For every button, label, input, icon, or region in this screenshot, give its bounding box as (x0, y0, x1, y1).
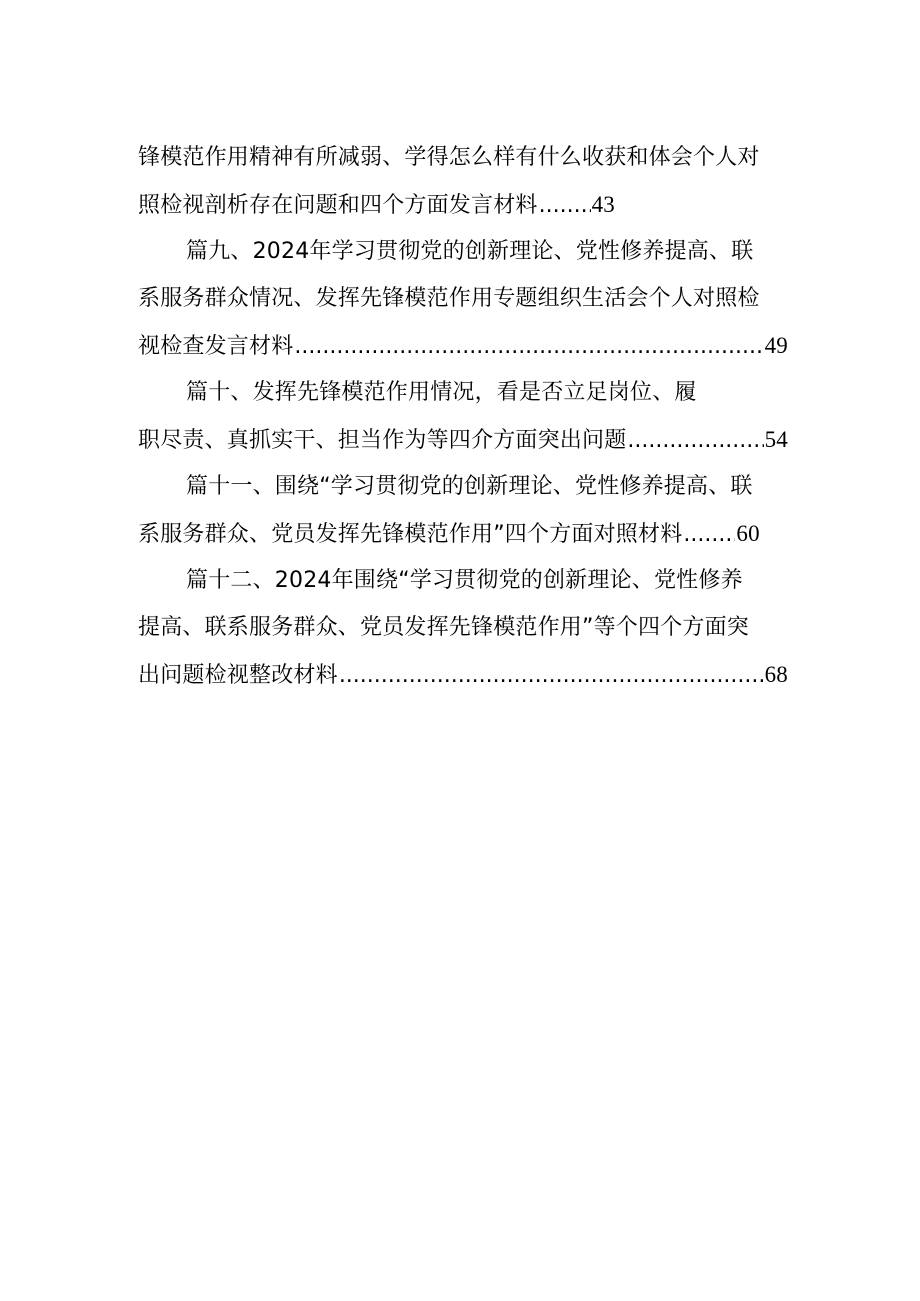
toc-entry-3-last-line[interactable] (138, 416, 788, 463)
toc-entry-5-title[interactable]: 篇十二、2024年围绕“学习贯彻党的创新理论、党性修养 (186, 568, 743, 593)
toc-entry-1-line-1: 锋模范作用精神有所减弱、学得怎么样有什么收获和体会个人对 (138, 145, 760, 170)
toc-entry-4-page-number: 60 (736, 521, 760, 546)
toc-entry-5-last-line[interactable] (138, 651, 788, 698)
toc-entry-1-leader (539, 182, 591, 229)
toc-entry-1-page-number: 43 (591, 192, 616, 217)
toc-entry-5-leader (339, 652, 764, 699)
toc-entry-4-text: 系服务群众、党员发挥先锋模范作用”四个方面对照材料 (138, 522, 683, 547)
toc-entry-1-text: 照检视剖析存在问题和四个方面发言材料 (138, 193, 538, 218)
toc-entry-2-line-2: 系服务群众情况、发挥先锋模范作用专题组织生活会个人对照检 (138, 286, 760, 311)
toc-entry-2-title[interactable]: 篇九、2024年学习贯彻党的创新理论、党性修养提高、联 (186, 239, 754, 264)
toc-entry-5-text: 出问题检视整改材料 (138, 663, 338, 688)
toc-entry-2-page-number: 49 (764, 333, 788, 358)
table-of-contents (138, 134, 788, 698)
toc-entry-3-text: 职尽责、真抓实干、担当作为等四介方面突出问题 (138, 428, 627, 453)
toc-entry-3-page-number: 54 (764, 427, 788, 452)
toc-entry-5-line-2: 提高、联系服务群众、党员发挥先锋模范作用”等个四个方面突 (138, 615, 749, 640)
toc-entry-2-text: 视检查发言材料 (138, 334, 294, 359)
toc-entry-2-last-line[interactable] (138, 322, 788, 369)
toc-entry-3-title[interactable]: 篇十、发挥先锋模范作用情况，看是否立足岗位、履 (186, 380, 697, 405)
toc-entry-3-leader (627, 417, 763, 464)
toc-entry-2-leader (294, 323, 763, 370)
toc-entry-4-last-line[interactable] (138, 510, 788, 557)
toc-entry-1-last-line[interactable] (138, 181, 788, 228)
toc-entry-4-title[interactable]: 篇十一、围绕“学习贯彻党的创新理论、党性修养提高、联 (186, 474, 753, 499)
toc-entry-4-leader (683, 511, 735, 558)
toc-entry-5-page-number: 68 (764, 662, 788, 687)
